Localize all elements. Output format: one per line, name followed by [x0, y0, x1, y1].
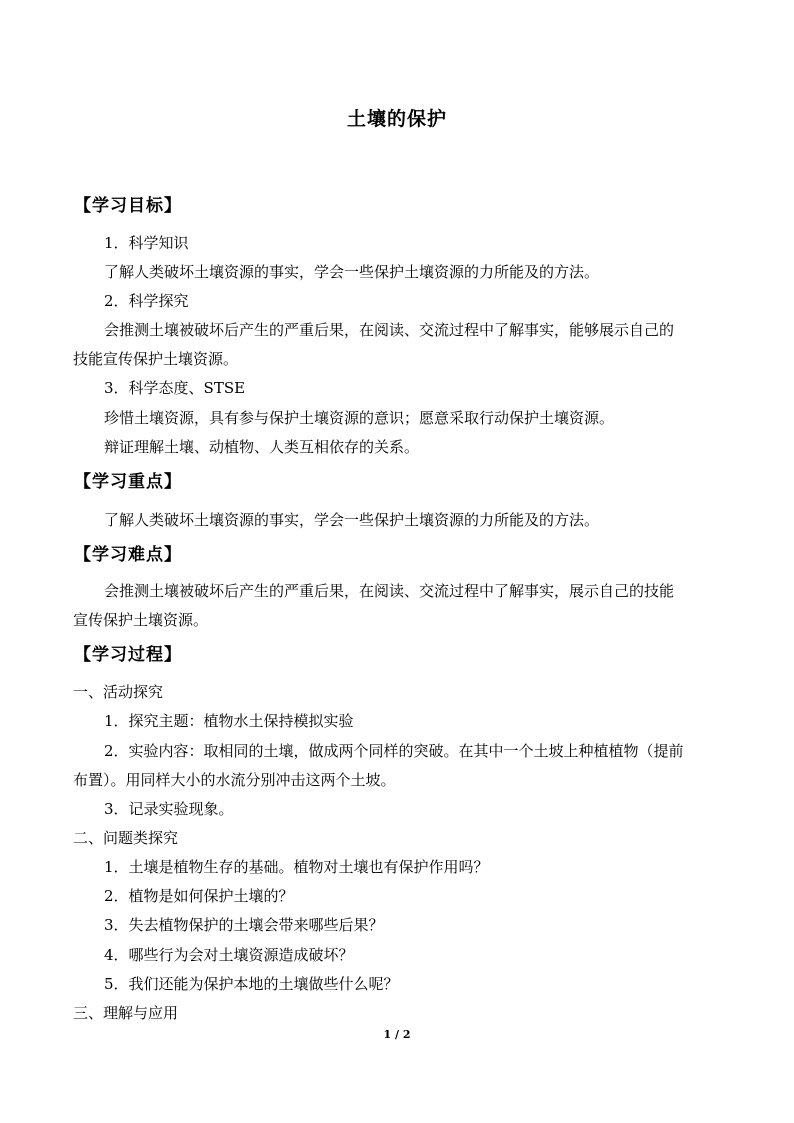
process-part3-title: 三、理解与应用 — [73, 1004, 179, 1022]
process-part2-title: 二、问题类探究 — [73, 829, 179, 847]
process-part2-item4: 4．哪些行为会对土壤资源造成破坏？ — [104, 946, 354, 964]
page-title: 土壤的保护 — [346, 108, 447, 130]
section-heading-process: 【学习过程】 — [74, 645, 182, 665]
process-part2-item3: 3．失去植物保护的土壤会带来哪些后果？ — [104, 916, 384, 934]
objective-1-text: 了解人类破坏土壤资源的事实，学会一些保护土壤资源的力所能及的方法。 — [104, 263, 600, 281]
process-part2-item2: 2．植物是如何保护土壤的？ — [104, 887, 294, 905]
objective-1-label: 1．科学知识 — [104, 234, 189, 252]
process-part1-item2-line2: 布置）。用同样大小的水流分别冲击这两个土坡。 — [73, 771, 396, 789]
objective-2-text-line2: 技能宣传保护土壤资源。 — [73, 350, 239, 368]
process-part2-item5: 5．我们还能为保护本地的土壤做些什么呢？ — [104, 975, 399, 993]
process-part1-item1: 1．探究主题：植物水土保持模拟实验 — [104, 712, 354, 730]
objective-3-text-2: 辩证理解土壤、动植物、人类互相依存的关系。 — [104, 438, 420, 456]
objective-3-text-1: 珍惜土壤资源，具有参与保护土壤资源的意识；愿意采取行动保护土壤资源。 — [104, 409, 615, 427]
process-part1-item3: 3．记录实验现象。 — [104, 800, 234, 818]
objective-2-text-line1: 会推测土壤被破坏后产生的严重后果，在阅读、交流过程中了解事实，能够展示自己的 — [104, 321, 675, 339]
page-number: 1 / 2 — [383, 1028, 411, 1041]
key-points-text: 了解人类破坏土壤资源的事实，学会一些保护土壤资源的力所能及的方法。 — [104, 511, 600, 529]
section-heading-objectives: 【学习目标】 — [74, 196, 182, 216]
objective-2-label: 2．科学探究 — [104, 292, 189, 310]
process-part1-title: 一、活动探究 — [73, 683, 164, 701]
section-heading-difficulties: 【学习难点】 — [74, 545, 182, 565]
difficulties-text-line2: 宣传保护土壤资源。 — [73, 611, 209, 629]
process-part2-item1: 1．土壤是植物生存的基础。植物对土壤也有保护作用吗？ — [104, 858, 489, 876]
section-heading-key-points: 【学习重点】 — [74, 472, 182, 492]
difficulties-text-line1: 会推测土壤被破坏后产生的严重后果，在阅读、交流过程中了解事实，展示自己的技能 — [104, 582, 675, 600]
process-part1-item2-line1: 2．实验内容：取相同的土壤，做成两个同样的突破。在其中一个土坡上种植植物（提前 — [104, 742, 684, 760]
objective-3-label: 3．科学态度、STSE — [104, 379, 246, 397]
